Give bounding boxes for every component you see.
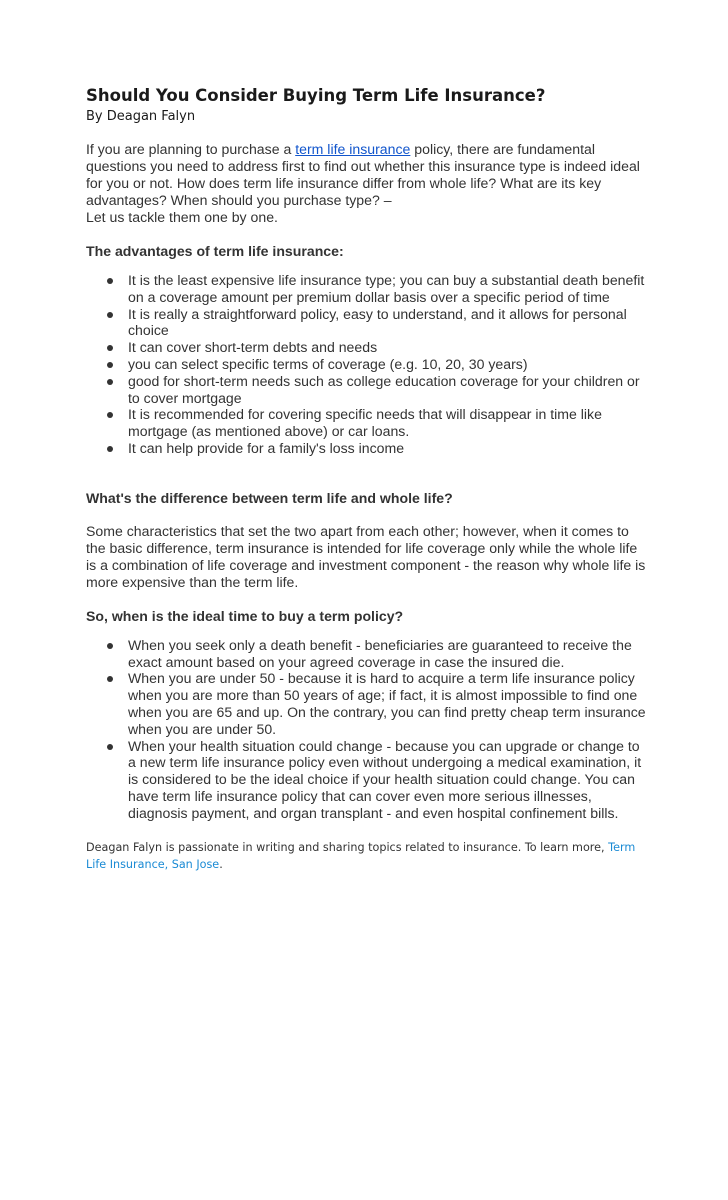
list-item-text: It is really a straightforward policy, easy to understand, and it allows for personal choice xyxy=(128,305,627,339)
bullet-icon xyxy=(107,312,113,318)
list-item-text: good for short-term needs such as college education coverage for your children or to cover mortgage xyxy=(128,372,640,406)
list-item-text: It can cover short-term debts and needs xyxy=(128,339,378,356)
article-title: Should You Consider Buying Term Life Insurance? xyxy=(86,86,546,105)
list-item xyxy=(128,670,646,737)
intro-text-start: If you are planning to purchase a xyxy=(86,141,296,157)
list-item-text: you can select specific terms of coverage (e.g. 10, 20, 30 years) xyxy=(128,355,528,372)
list-item xyxy=(128,339,646,356)
bullet-icon xyxy=(107,362,113,368)
advantages-heading: The advantages of term life insurance: xyxy=(86,243,344,259)
list-item xyxy=(128,373,646,407)
list-item-text: It can help provide for a family's loss income xyxy=(128,439,405,456)
when-list xyxy=(86,637,646,822)
term-life-insurance-san-jose-link[interactable]: Term Life Insurance, San Jose xyxy=(86,840,636,871)
list-item xyxy=(128,738,646,822)
list-item xyxy=(128,440,646,457)
list-item xyxy=(128,637,646,671)
when-heading: So, when is the ideal time to buy a term policy? xyxy=(86,607,404,624)
advantages-list xyxy=(86,272,646,457)
list-item-text: When your health situation could change - because you can upgrade or change to a new term life insurance policy even without undergoing a medical examination, it is considered to be the ideal choice if your health situation could change. You can have term life insurance policy that can cover even more serious illnesses, diagnosis payment, and organ transplant - and even hospital confinement bills. xyxy=(128,737,642,821)
bullet-icon xyxy=(107,643,113,649)
list-item xyxy=(128,406,646,440)
list-item xyxy=(128,306,646,340)
bullet-icon xyxy=(107,278,113,284)
intro-paragraph xyxy=(86,141,646,226)
term-life-insurance-link[interactable]: term life insurance xyxy=(295,141,411,157)
intro-text-end: policy, there are fundamental questions you need to address first to find out whether this insurance type is indeed ideal for you or not. How does term life insurance differ from whole life? What are its key advantages? When should you purchase type? – xyxy=(86,141,640,208)
list-item xyxy=(128,272,646,306)
bullet-icon xyxy=(107,412,113,418)
list-item-text: When you are under 50 - because it is hard to acquire a term life insurance policy when you are more than 50 years of age; if fact, it is almost impossible to find one when you are 65 and up. On the contrary, you can find pretty cheap term insurance when you are under 50. xyxy=(128,670,646,737)
author-bio-end: . xyxy=(219,857,223,871)
difference-paragraph: Some characteristics that set the two apart from each other; however, when it comes to the basic difference, term insurance is intended for life coverage only while the whole life is a combination of life coverage and investment component - the reason why whole life is more expensive than the term life. xyxy=(86,522,646,590)
list-item-text: It is the least expensive life insurance type; you can buy a substantial death benefit on a coverage amount per premium dollar basis over a specific period of time xyxy=(128,272,645,305)
difference-heading: What's the difference between term life and whole life? xyxy=(86,489,453,506)
author-bio-text: Deagan Falyn is passionate in writing and sharing topics related to insurance. To learn more, xyxy=(86,840,609,854)
author-bio xyxy=(86,839,646,873)
intro-closing-line: Let us tackle them one by one. xyxy=(86,209,278,225)
article-byline: By Deagan Falyn xyxy=(86,109,196,124)
bullet-icon xyxy=(107,446,113,452)
list-item-text: When you seek only a death benefit - beneficiaries are guaranteed to receive the exact amount based on your agreed coverage in case the insured die. xyxy=(128,636,632,670)
bullet-icon xyxy=(107,345,113,351)
list-item xyxy=(128,356,646,373)
bullet-icon xyxy=(107,744,113,750)
list-item-text: It is recommended for covering specific needs that will disappear in time like mortgage (as mentioned above) or car loans. xyxy=(128,406,602,440)
bullet-icon xyxy=(107,676,113,682)
bullet-icon xyxy=(107,379,113,385)
article xyxy=(86,86,646,873)
